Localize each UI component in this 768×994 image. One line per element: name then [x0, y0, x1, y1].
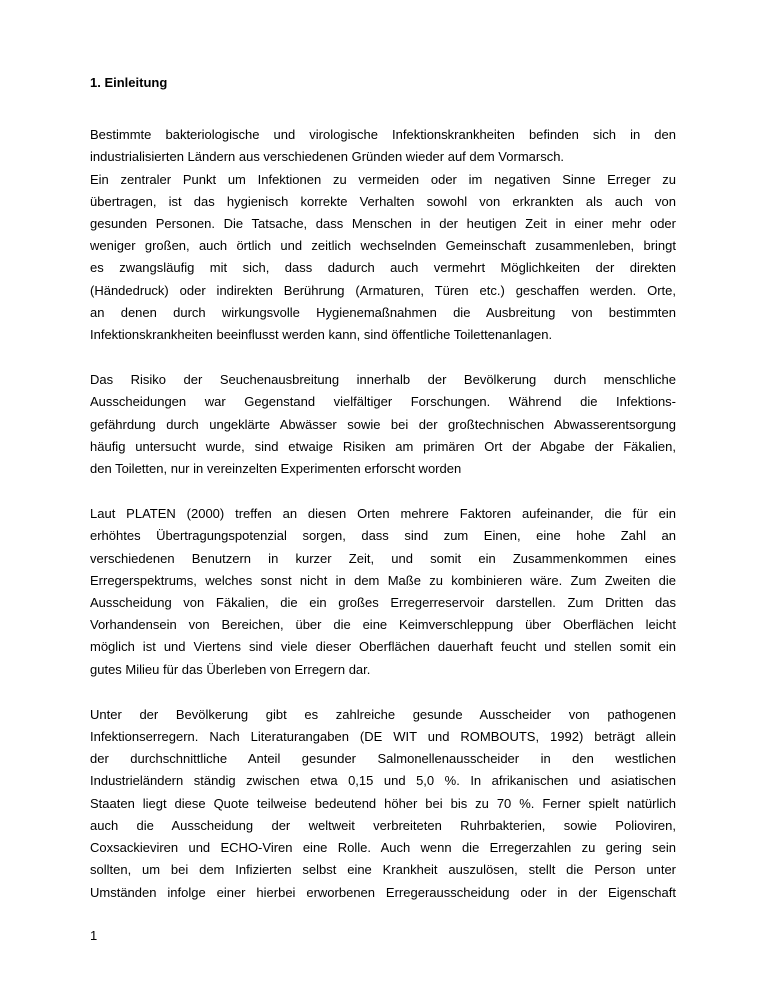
text-line: sollten, um bei dem Infizierten selbst eine Krankheit auszulösen, stellt die Person unter — [90, 862, 676, 878]
text-line: industrialisierten Ländern aus verschiedenen Gründen wieder auf dem Vormarsch. — [90, 149, 565, 165]
text-line: den Toiletten, nur in vereinzelten Experimenten erforscht worden — [90, 461, 462, 477]
text-line: Ausscheidungen war Gegenstand vielfältiger Forschungen. Während die Infektions- — [90, 394, 676, 410]
text-line: Staaten liegt diese Quote teilweise bedeutend höher bei bis zu 70 %. Ferner spielt natürlich — [90, 795, 676, 811]
paragraph-intro — [90, 124, 676, 168]
text-line: Laut PLATEN (2000) treffen an diesen Orten mehrere Faktoren aufeinander, die für ein — [90, 506, 676, 522]
text-line: Vorhandensein von Bereichen, über die eine Keimverschleppung über Oberflächen leicht — [90, 617, 676, 633]
text-line: Bestimmte bakteriologische und virologische Infektionskrankheiten befinden sich in den — [90, 127, 676, 143]
text-line: häufig untersucht wurde, sind etwaige Risiken am primären Ort der Abgabe der Fäkalien, — [90, 438, 676, 454]
text-line: möglich ist und Viertens sind viele dieser Oberflächen dauerhaft feucht und stellen somit ein — [90, 639, 676, 655]
text-line: es zwangsläufig mit sich, dass dadurch auch vermehrt Möglichkeiten der direkten — [90, 260, 676, 276]
text-line: Coxsackieviren und ECHO-Viren eine Rolle. Auch wenn die Erregerzahlen zu gering sein — [90, 840, 676, 856]
text-line: an denen durch wirkungsvolle Hygienemaßnahmen die Ausbreitung von bestimmten — [90, 304, 676, 320]
text-line: Infektionskrankheiten beeinflusst werden kann, sind öffentliche Toilettenanlagen. — [90, 327, 553, 343]
text-line: Erregerspektrums, welches sonst nicht in dem Maße zu kombinieren wäre. Zum Zweiten die — [90, 572, 676, 588]
text-line: Unter der Bevölkerung gibt es zahlreiche gesunde Ausscheider von pathogenen — [90, 706, 676, 722]
page-number: 1 — [90, 927, 98, 943]
section-heading: 1. Einleitung — [90, 75, 168, 90]
text-line: (Händedruck) oder indirekten Berührung (Armaturen, Türen etc.) geschaffen werden. Orte, — [90, 282, 676, 298]
text-line: der durchschnittliche Anteil gesunder Salmonellenausscheider in den westlichen — [90, 751, 676, 767]
text-line: auch die Ausscheidung der weltweit verbreiteten Ruhrbakterien, sowie Polioviren, — [90, 817, 676, 833]
text-line: gesunden Personen. Die Tatsache, dass Menschen in der heutigen Zeit in einer mehr oder — [90, 216, 676, 232]
text-line: Ausscheidung von Fäkalien, die ein großes Erregerreservoir darstellen. Zum Dritten das — [90, 595, 676, 611]
text-line: übertragen, ist das hygienisch korrekte Verhalten sowohl von erkrankten als auch von — [90, 193, 676, 209]
text-line: gefährdung durch ungeklärte Abwässer sowie bei der großtechnischen Abwasserentsorgung — [90, 416, 676, 432]
text-line: erhöhtes Übertragungspotenzial sorgen, dass sind zum Einen, eine hohe Zahl an — [90, 528, 676, 544]
text-line: Umständen infolge einer hierbei erworbenen Erregerausscheidung oder in der Eigenschaft — [90, 884, 676, 900]
text-line: Industrieländern ständig zwischen etwa 0,15 und 5,0 %. In afrikanischen und asiatischen — [90, 773, 676, 789]
text-line: Infektionserregern. Nach Literaturangaben (DE WIT und ROMBOUTS, 1992) beträgt allein — [90, 729, 676, 745]
text-line: weniger großen, auch örtlich und zeitlich wechselnden Gemeinschaft zusammenleben, bringt — [90, 238, 676, 254]
paragraph-hygiene — [90, 169, 676, 347]
paragraph-risiko — [90, 369, 676, 480]
text-line: gutes Milieu für das Überleben von Erregern dar. — [90, 661, 371, 677]
paragraph-platen — [90, 503, 676, 681]
text-line: Das Risiko der Seuchenausbreitung innerhalb der Bevölkerung durch menschliche — [90, 372, 676, 388]
paragraph-ausscheider — [90, 704, 676, 904]
text-line: Ein zentraler Punkt um Infektionen zu vermeiden oder im negativen Sinne Erreger zu — [90, 171, 676, 187]
text-line: verschiedenen Benutzern in kurzer Zeit, und somit ein Zusammenkommen eines — [90, 550, 676, 566]
